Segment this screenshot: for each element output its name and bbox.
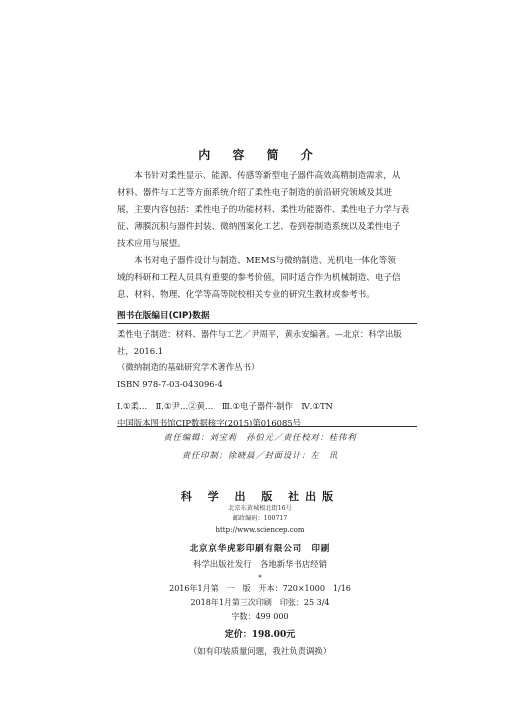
intro-p2-line: 息、材料、物理、化学等高等院校相关专业的研究生教材或参考书。	[117, 290, 375, 300]
intro-p1-line: 材料、器件与工艺等方面系统介绍了柔性电子制造的前沿研究领域及其进	[117, 188, 393, 198]
cip-data-block	[117, 326, 417, 431]
cip-divider	[117, 426, 417, 427]
publisher-address: 北京东黄城根北街16号	[228, 505, 292, 512]
intro-p2-line: 域的科研和工程人员具有重要的参考价值，同时适合作为机械制造、电子信	[117, 273, 401, 283]
distribution-info: 科学出版社发行 各地新华书店经销	[193, 559, 327, 569]
quality-notice: （如有印装质量问题，我社负责调换）	[188, 646, 332, 656]
intro-p1-tail	[117, 236, 417, 304]
editor-credits: 责任编辑：刘宝莉 孙伯元／责任校对：桂伟利	[163, 432, 357, 442]
price: 定价：198.00元	[224, 630, 296, 640]
intro-p1-line: 本书针对柔性显示、能源、传感等新型电子器件高效高精制造需求，从	[134, 171, 401, 181]
publisher-url: http://www.sciencep.com	[215, 526, 305, 534]
intro-p1-line: 征、薄膜沉积与器件封装、微纳图案化工艺、卷到卷制造系统以及柔性电子	[117, 222, 401, 232]
cip-line: ISBN 978-7-03-043096-4	[117, 378, 223, 389]
cip-record-number: 中国版本图书馆CIP数据核字(2015)第016085号	[117, 417, 302, 428]
printer-name: 北京京华虎彩印刷有限公司 印刷	[189, 543, 331, 553]
cip-line: （微纳制造的基础研究学术著作丛书）	[117, 362, 260, 372]
publisher-name: 科 学 出 版 社出版	[180, 490, 340, 503]
word-count: 字数：499 000	[231, 612, 289, 621]
production-credits: 责任印制：徐晓晨／封面设计：左 讯	[181, 450, 339, 460]
intro-p1-line: 技术应用与展望。	[117, 239, 186, 249]
intro-paragraph-1	[117, 168, 417, 236]
publisher-postcode: 邮政编码：100717	[232, 515, 288, 522]
edition-line: 2016年1月第 一 版 开本：720×1000 1/16	[169, 584, 351, 593]
publisher-block	[0, 488, 520, 582]
intro-title: 内 容 简 介	[198, 148, 322, 162]
printing-line: 2018年1月第三次印刷 印张：25 3/4	[190, 598, 330, 607]
cip-classification: Ⅰ.①柔… Ⅱ.①尹…②黄… Ⅲ.①电子器件-制作 Ⅳ.①TN	[117, 401, 333, 411]
separator-star: *	[258, 574, 262, 582]
cip-line: 柔性电子制造：材料、器件与工艺／尹周平，黄永安编著。—北京：科学出版	[117, 329, 402, 339]
edition-block	[0, 582, 520, 658]
cip-line: 社，2016.1	[117, 345, 164, 356]
intro-p1-line: 展，主要内容包括：柔性电子的功能材料、柔性功能器件、柔性电子力学与表	[117, 205, 410, 215]
intro-p2-line: 本书对电子器件设计与制造、MEMS与微纳制造、光机电一体化等领	[134, 256, 396, 266]
cip-heading: 图书在版编目(CIP)数据	[117, 309, 417, 324]
